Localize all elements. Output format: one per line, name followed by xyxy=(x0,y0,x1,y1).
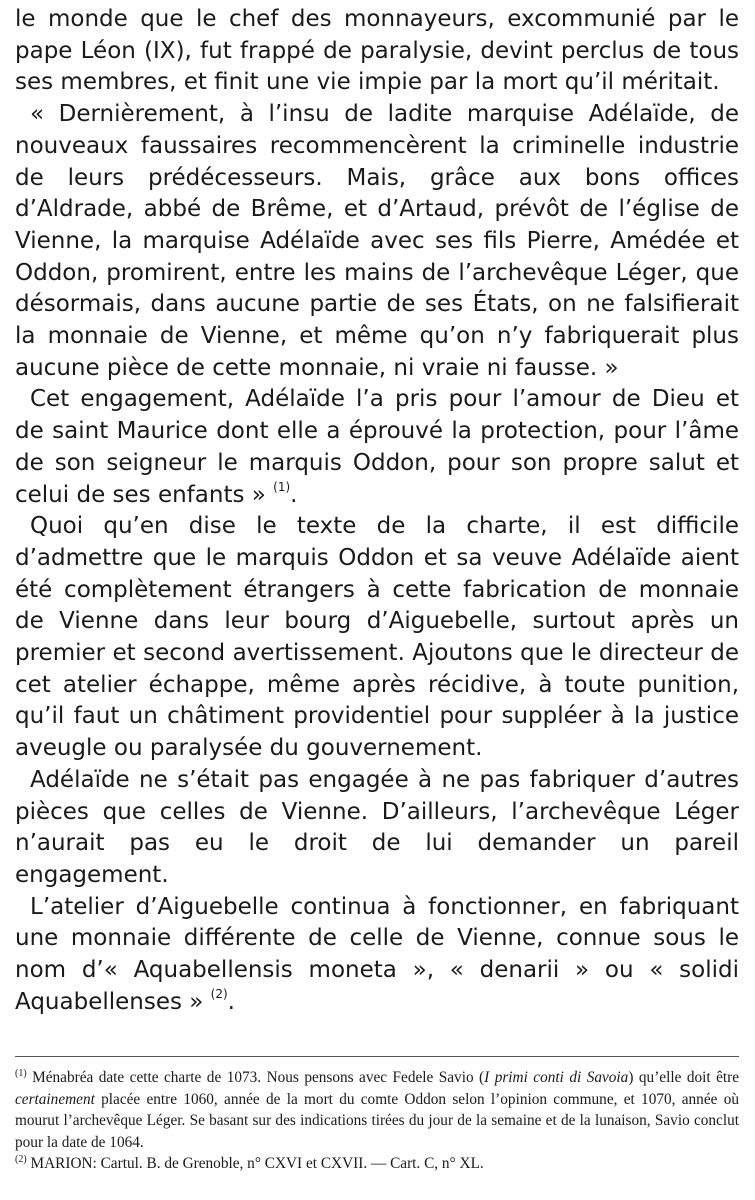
footnote-2-text: MARION: Cartul. B. de Grenoble, n° CXVI et CXVII. — Cart. C, n° XL. xyxy=(26,1155,484,1172)
paragraph-6-tail: . xyxy=(227,988,235,1015)
footnote-1-text-c: placée entre 1060, année de la mort du comte Oddon selon l’opinion commune, et 1070, année où mourut l’archevêque Léger. Se basant sur des indications tirées du jour de la semaine et de la lunaison, Savio conclut pour la date de 1064. xyxy=(15,1090,739,1151)
footnote-ref-1[interactable]: (1) xyxy=(273,479,291,494)
paragraph-5: Adélaïde ne s’était pas engagée à ne pas fabriquer d’autres pièces que celles de Vienne. D’ailleurs, l’archevêque Léger n’aurait pas eu le droit de lui demander un pareil engagement. xyxy=(15,766,739,888)
paragraph-3-text: Cet engagement, Adélaïde l’a pris pour l’amour de Dieu et de saint Maurice dont elle a éprouvé la protection, pour l’âme de son seigneur le marquis Oddon, pour son propre salut et celui de ses enfants » xyxy=(15,386,739,508)
footnote-ref-2[interactable]: (2) xyxy=(210,987,228,1002)
footnotes xyxy=(15,1067,739,1175)
paragraph-3 xyxy=(15,384,739,511)
footnote-divider xyxy=(15,1056,739,1057)
paragraph-6 xyxy=(15,892,739,1019)
paragraph-1: le monde que le chef des monnayeurs, excommunié par le pape Léon (IX), fut frappé de paralysie, devint perclus de tous ses membres, et finit une vie impie par la mort qu’il méritait. xyxy=(15,6,739,96)
paragraph-4: Quoi qu’en dise le texte de la charte, il est difficile d’admettre que le marquis Oddon et sa veuve Adélaïde aient été complètement étrangers à cette fabrication de monnaie de Vienne dans leur bourg d’Aiguebelle, surtout après un premier et second avertissement. Ajoutons que le directeur de cet atelier échappe, même après récidive, à toute punition, qu’il faut un châtiment providentiel pour suppléer à la justice aveugle ou paralysée du gouvernement. xyxy=(15,513,739,762)
footnote-1-mark: (1) xyxy=(15,1067,27,1079)
page-body xyxy=(15,4,739,1019)
footnote-2-mark: (2) xyxy=(15,1153,27,1165)
footnote-1-title: I primi conti di Savoia xyxy=(484,1069,629,1086)
footnote-2 xyxy=(15,1153,739,1175)
footnote-1-text-b: ) qu’elle doit être xyxy=(628,1069,739,1086)
footnote-1-emphasis: certainement xyxy=(15,1090,95,1108)
paragraph-6-text: L’atelier d’Aiguebelle continua à fonctionner, en fabriquant une monnaie différente de celle de Vienne, connue sous le nom d’« Aquabellensis moneta », « denarii » ou « solidi Aquabellenses » xyxy=(15,893,739,1015)
footnote-1-text-a: Ménabréa date cette charte de 1073. Nous pensons avec Fedele Savio ( xyxy=(26,1069,485,1086)
paragraph-2: « Dernièrement, à l’insu de ladite marquise Adélaïde, de nouveaux faussaires recommencèrent la criminelle industrie de leurs prédécesseurs. Mais, grâce aux bons offices d’Aldrade, abbé de Brême, et d’Artaud, prévôt de l’église de Vienne, la marquise Adélaïde avec ses fils Pierre, Amédée et Oddon, promirent, entre les mains de l’archevêque Léger, que désormais, dans aucune partie de ses États, on ne falsifierait la monnaie de Vienne, et même qu’on n’y fabriquerait plus aucune pièce de cette monnaie, ni vraie ni fausse. » xyxy=(15,101,739,381)
paragraph-3-tail: . xyxy=(290,481,298,508)
main-text xyxy=(15,4,739,1019)
footnote-1 xyxy=(15,1067,739,1153)
